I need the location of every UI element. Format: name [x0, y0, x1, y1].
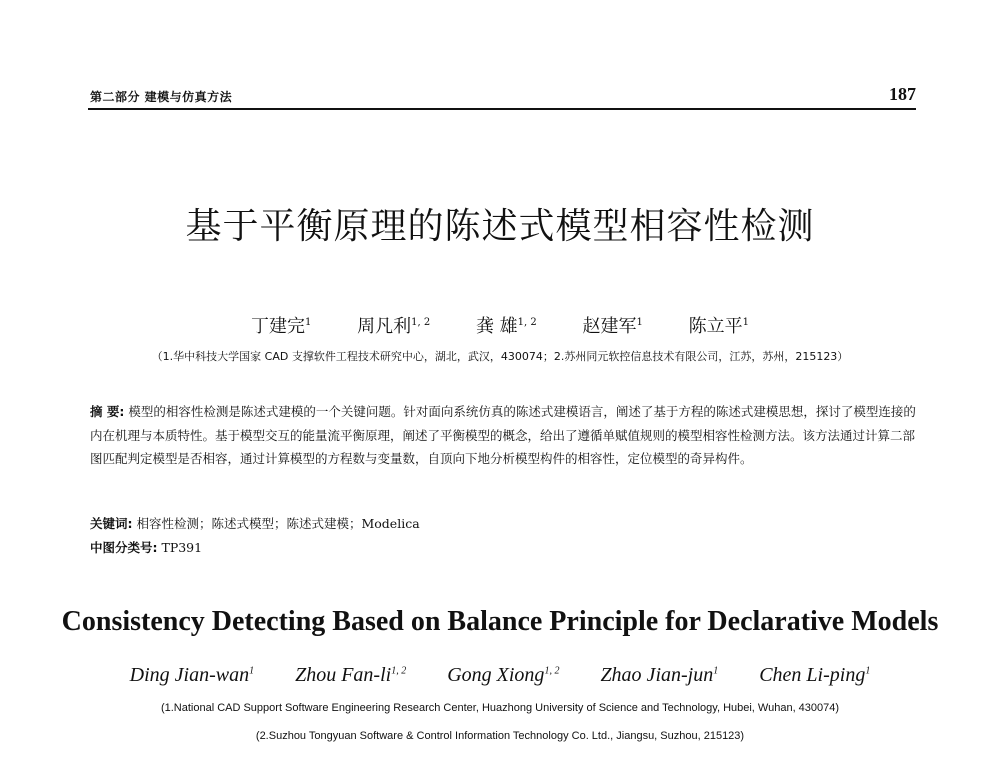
- keywords-text: 相容性检测；陈述式模型；陈述式建模；Modelica: [136, 516, 420, 531]
- classification-text: TP391: [161, 540, 203, 555]
- abstract-text: 模型的相容性检测是陈述式建模的一个关键问题。针对面向系统仿真的陈述式建模语言，阐述了基于方程的陈述式建模思想，探讨了模型连接的内在机理与本质特性。基于模型交互的能量流平衡原理，阐述了平衡模型的概念，给出了遵循单赋值规则的模型相容性检测方法。该方法通过计算二部图匹配判定模型是否相容，通过计算模型的方程数与变量数，自顶向下地分析模型构件的相容性，定位模型的奇异构件。: [90, 404, 916, 466]
- author-cn: 赵建军$^1$: [582, 316, 643, 337]
- chinese-affiliation: （1.华中科技大学国家 CAD 支撑软件工程技术研究中心，湖北，武汉，430074；2.苏州同元软控信息技术有限公司，江苏，苏州，215123）: [151, 350, 849, 363]
- author-en: Chen Li-ping$^1$: [759, 664, 871, 686]
- author-en: Zhao Jian-jun$^1$: [600, 664, 719, 686]
- author-cn: 龚 雄$^{1, 2}$: [475, 316, 537, 337]
- author-cn: 陈立平$^1$: [688, 316, 749, 337]
- page-number: 187: [889, 84, 916, 104]
- classification-label: 中图分类号:: [90, 540, 158, 555]
- chinese-title: 基于平衡原理的陈述式模型相容性检测: [185, 206, 815, 247]
- abstract-label: 摘 要:: [90, 404, 125, 419]
- running-header: [88, 84, 916, 110]
- abstract: [90, 400, 920, 471]
- english-title: Consistency Detecting Based on Balance Principle for Declarative Models: [61, 606, 939, 637]
- author-cn: 丁建完$^1$: [251, 316, 312, 337]
- keywords-label: 关键词:: [90, 516, 133, 531]
- english-affiliation-1: (1.National CAD Support Software Engineering Research Center, Huazhong University of Science and Technology, Hubei, Wuhan, 430074): [160, 702, 840, 714]
- english-authors: [0, 664, 1000, 687]
- author-en: Ding Jian-wan$^1$: [129, 664, 255, 686]
- author-cn: 周凡利$^{1, 2}$: [357, 316, 431, 337]
- author-en: Zhou Fan-li$^{1, 2}$: [295, 664, 407, 686]
- chinese-authors: [0, 312, 1000, 338]
- english-affiliation-2: (2.Suzhou Tongyuan Software & Control Information Technology Co. Ltd., Jiangsu, Suzhou, 215123): [255, 730, 745, 742]
- keywords: [90, 514, 420, 532]
- author-en: Gong Xiong$^{1, 2}$: [447, 664, 560, 686]
- classification: [90, 538, 202, 556]
- section-title: 第二部分 建模与仿真方法: [90, 90, 233, 104]
